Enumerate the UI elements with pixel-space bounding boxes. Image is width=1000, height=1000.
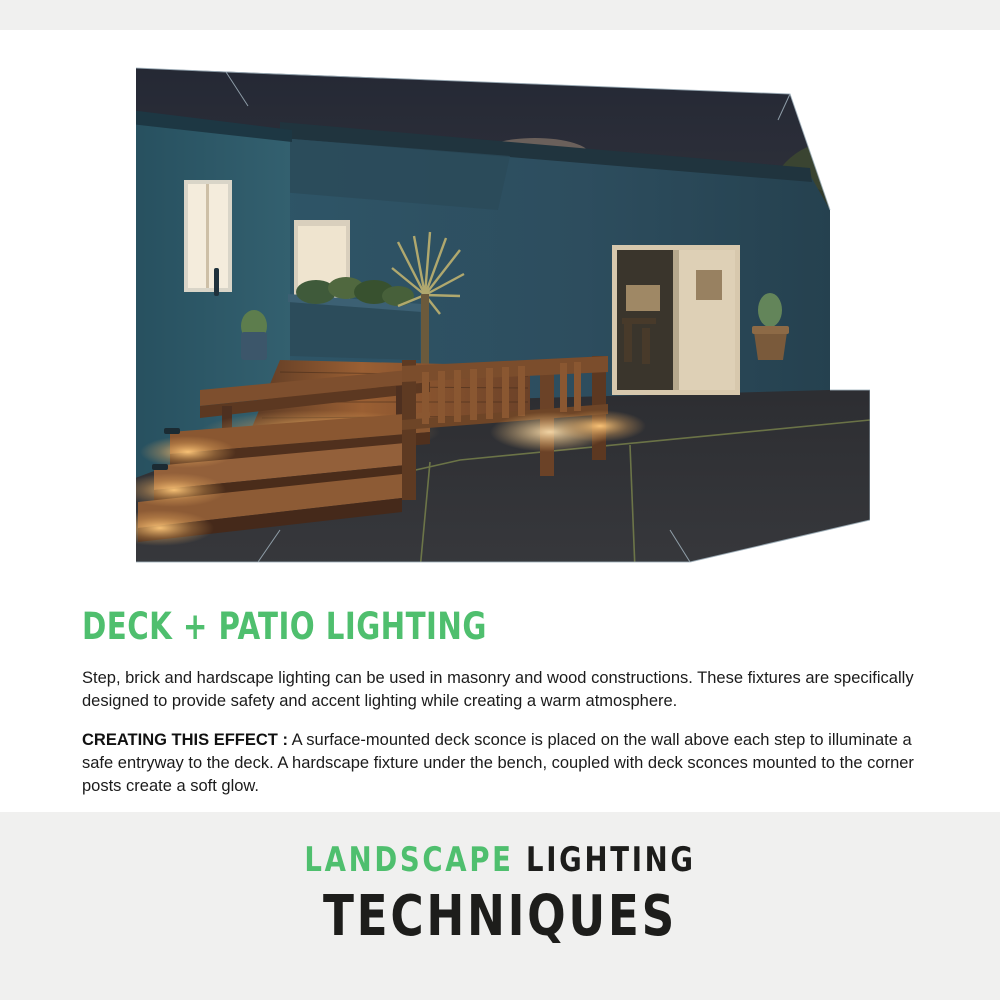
footer-line-1 xyxy=(50,840,950,880)
effect-label: CREATING THIS EFFECT : xyxy=(82,731,288,749)
text-block xyxy=(82,605,918,798)
page-title: DECK + PATIO LIGHTING xyxy=(82,605,487,648)
footer-bar xyxy=(0,812,1000,1000)
scene-body xyxy=(130,60,870,570)
footer-line-2: TECHNIQUES xyxy=(323,884,677,949)
step-light-glow-1 xyxy=(140,436,236,468)
footer-word-landscape: LANDSCAPE xyxy=(304,840,514,880)
cactus-pot-left xyxy=(241,310,267,360)
effect-paragraph xyxy=(82,729,918,798)
patio-doors xyxy=(612,245,740,395)
post-sconce-glow-2 xyxy=(554,410,646,442)
footer-word-lighting: LIGHTING xyxy=(526,840,696,880)
edge-panel xyxy=(830,200,870,390)
yucca-trunk xyxy=(421,294,429,366)
left-window xyxy=(184,180,232,292)
illustration-container xyxy=(130,60,870,570)
footer-logo xyxy=(0,840,1000,948)
deck-patio-night-rendering xyxy=(130,60,870,570)
description-paragraph: Step, brick and hardscape lighting can be used in masonry and wood constructions. These fixtures are specifically designed to provide safety and accent lighting while creating a warm atmosphere. xyxy=(82,669,914,710)
effect-text: A surface-mounted deck sconce is placed on the wall above each step to illuminate a safe entryway to the deck. A hardscape fixture under the bench, coupled with deck sconces mounted to the corner posts create a soft glow. xyxy=(82,731,914,795)
